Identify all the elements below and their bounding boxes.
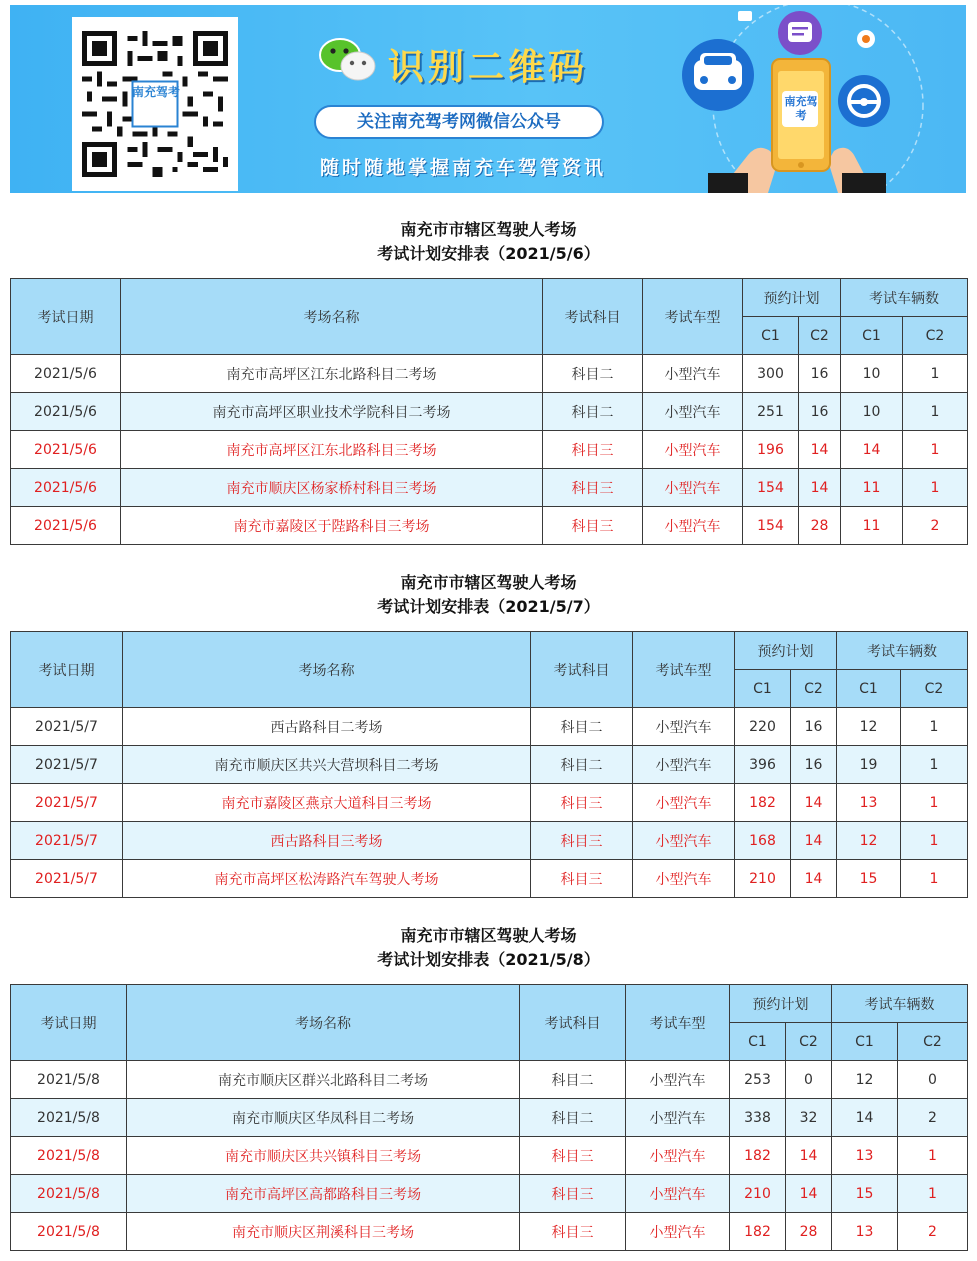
cell-cars-c2: 1 (903, 355, 968, 393)
table-row (11, 1213, 968, 1251)
header-plan-c2: C2 (799, 317, 841, 355)
cell-venue: 南充市高坪区江东北路科目二考场 (121, 355, 543, 393)
header-plan: 预约计划 (730, 985, 832, 1023)
cell-subject: 科目二 (543, 355, 643, 393)
cell-plan-c1: 396 (735, 746, 791, 784)
chat-icon (778, 11, 822, 55)
cell-vehicle: 小型汽车 (626, 1137, 730, 1175)
header-cars-c1: C1 (841, 317, 903, 355)
cell-venue: 南充市高坪区松涛路汽车驾驶人考场 (123, 860, 531, 898)
section-title: 南充市市辖区驾驶人考场 (400, 573, 577, 592)
cell-venue: 南充市高坪区高都路科目三考场 (127, 1175, 520, 1213)
cell-cars-c2: 1 (898, 1137, 968, 1175)
cell-cars-c1: 11 (841, 507, 903, 545)
schedule-table (10, 631, 968, 898)
header-cars-c1: C1 (832, 1023, 898, 1061)
cell-date: 2021/5/7 (11, 708, 123, 746)
cell-cars-c1: 15 (832, 1175, 898, 1213)
cell-cars-c2: 1 (901, 860, 968, 898)
slogan-sub: 随时随地掌握南充车驾管资讯 (319, 157, 606, 179)
header-subject: 考试科目 (520, 985, 626, 1061)
cell-vehicle: 小型汽车 (633, 746, 735, 784)
cell-subject: 科目三 (543, 469, 643, 507)
header-venue: 考场名称 (123, 632, 531, 708)
cell-vehicle: 小型汽车 (626, 1061, 730, 1099)
cell-vehicle: 小型汽车 (633, 822, 735, 860)
cell-cars-c1: 10 (841, 393, 903, 431)
table-row (11, 1175, 968, 1213)
wechat-promo-banner[interactable] (10, 5, 966, 193)
cell-plan-c1: 182 (735, 784, 791, 822)
cell-venue: 南充市顺庆区共兴镇科目三考场 (127, 1137, 520, 1175)
cell-cars-c1: 13 (832, 1137, 898, 1175)
cell-vehicle: 小型汽车 (643, 469, 743, 507)
cell-cars-c2: 1 (901, 822, 968, 860)
header-date: 考试日期 (11, 985, 127, 1061)
cell-cars-c1: 19 (837, 746, 901, 784)
cell-cars-c1: 14 (832, 1099, 898, 1137)
header-cars: 考试车辆数 (841, 279, 968, 317)
cell-subject: 科目三 (520, 1175, 626, 1213)
cell-venue: 南充市嘉陵区于陛路科目三考场 (121, 507, 543, 545)
cell-venue: 南充市顺庆区群兴北路科目二考场 (127, 1061, 520, 1099)
cell-vehicle: 小型汽车 (643, 355, 743, 393)
cell-cars-c2: 1 (903, 393, 968, 431)
cell-cars-c1: 14 (841, 431, 903, 469)
table-row (11, 507, 968, 545)
header-vehicle: 考试车型 (633, 632, 735, 708)
header-vehicle: 考试车型 (643, 279, 743, 355)
header-date: 考试日期 (11, 632, 123, 708)
table-row (11, 1061, 968, 1099)
cell-plan-c2: 16 (791, 708, 837, 746)
phone-illustration (678, 5, 966, 193)
cell-cars-c2: 1 (901, 746, 968, 784)
cell-plan-c2: 14 (786, 1175, 832, 1213)
cell-plan-c1: 182 (730, 1213, 786, 1251)
cell-plan-c2: 28 (799, 507, 841, 545)
cell-subject: 科目三 (520, 1137, 626, 1175)
cell-venue: 西古路科目三考场 (123, 822, 531, 860)
cell-plan-c2: 16 (799, 355, 841, 393)
header-vehicle: 考试车型 (626, 985, 730, 1061)
cell-cars-c1: 13 (832, 1213, 898, 1251)
cell-plan-c2: 14 (791, 784, 837, 822)
cell-cars-c2: 1 (903, 431, 968, 469)
cell-subject: 科目三 (531, 822, 633, 860)
cell-plan-c1: 168 (735, 822, 791, 860)
header-venue: 考场名称 (127, 985, 520, 1061)
cell-cars-c2: 1 (901, 784, 968, 822)
cell-subject: 科目二 (520, 1099, 626, 1137)
section-subtitle: 考试计划安排表（2021/5/8） (377, 950, 600, 969)
cell-cars-c1: 12 (837, 708, 901, 746)
table-row (11, 469, 968, 507)
header-cars-c2: C2 (901, 670, 968, 708)
cell-cars-c1: 13 (837, 784, 901, 822)
cell-subject: 科目三 (520, 1213, 626, 1251)
header-date: 考试日期 (11, 279, 121, 355)
slogan-main: 识别二维码 (388, 47, 589, 88)
header-plan-c1: C1 (743, 317, 799, 355)
cell-date: 2021/5/8 (11, 1099, 127, 1137)
header-plan-c2: C2 (786, 1023, 832, 1061)
cell-plan-c1: 300 (743, 355, 799, 393)
cell-cars-c2: 2 (898, 1099, 968, 1137)
cell-plan-c1: 210 (730, 1175, 786, 1213)
header-plan-c2: C2 (791, 670, 837, 708)
section-title: 南充市市辖区驾驶人考场 (400, 926, 577, 945)
cell-vehicle: 小型汽车 (626, 1099, 730, 1137)
cell-plan-c1: 251 (743, 393, 799, 431)
car-icon (682, 39, 754, 111)
cell-plan-c2: 14 (791, 860, 837, 898)
section-title: 南充市市辖区驾驶人考场 (400, 220, 577, 239)
cell-venue: 南充市高坪区职业技术学院科目二考场 (121, 393, 543, 431)
cell-plan-c1: 154 (743, 469, 799, 507)
cell-plan-c1: 210 (735, 860, 791, 898)
cell-vehicle: 小型汽车 (626, 1175, 730, 1213)
cell-plan-c1: 338 (730, 1099, 786, 1137)
cell-plan-c1: 182 (730, 1137, 786, 1175)
cell-venue: 南充市顺庆区荆溪科目三考场 (127, 1213, 520, 1251)
phone-logo: 南充驾考 (784, 95, 818, 122)
wechat-icon (318, 35, 378, 85)
cell-date: 2021/5/6 (11, 355, 121, 393)
header-cars-c2: C2 (898, 1023, 968, 1061)
cell-plan-c2: 16 (799, 393, 841, 431)
header-cars: 考试车辆数 (837, 632, 968, 670)
table-row (11, 393, 968, 431)
header-venue: 考场名称 (121, 279, 543, 355)
cell-venue: 南充市顺庆区杨家桥村科目三考场 (121, 469, 543, 507)
cell-date: 2021/5/6 (11, 469, 121, 507)
cell-venue: 南充市顺庆区共兴大营坝科目二考场 (123, 746, 531, 784)
cell-cars-c2: 1 (901, 708, 968, 746)
table-row (11, 431, 968, 469)
steering-wheel-icon (838, 75, 890, 127)
cell-subject: 科目三 (531, 784, 633, 822)
schedule-table (10, 278, 968, 545)
cell-plan-c2: 14 (786, 1137, 832, 1175)
qr-code[interactable] (72, 17, 238, 191)
cell-plan-c2: 16 (791, 746, 837, 784)
table-row (11, 822, 968, 860)
header-plan-c1: C1 (730, 1023, 786, 1061)
cell-vehicle: 小型汽车 (643, 431, 743, 469)
header-plan-c1: C1 (735, 670, 791, 708)
cell-cars-c2: 2 (903, 507, 968, 545)
cell-vehicle: 小型汽车 (633, 860, 735, 898)
cell-cars-c1: 11 (841, 469, 903, 507)
cell-cars-c2: 1 (903, 469, 968, 507)
cell-date: 2021/5/6 (11, 507, 121, 545)
cell-subject: 科目二 (531, 746, 633, 784)
cell-date: 2021/5/8 (11, 1061, 127, 1099)
cell-subject: 科目三 (531, 860, 633, 898)
cell-date: 2021/5/7 (11, 822, 123, 860)
cell-date: 2021/5/7 (11, 746, 123, 784)
cell-plan-c2: 14 (799, 431, 841, 469)
cell-vehicle: 小型汽车 (643, 393, 743, 431)
cell-venue: 西古路科目二考场 (123, 708, 531, 746)
table-row (11, 708, 968, 746)
cell-cars-c1: 12 (832, 1061, 898, 1099)
header-cars-c1: C1 (837, 670, 901, 708)
cell-plan-c2: 0 (786, 1061, 832, 1099)
cell-date: 2021/5/6 (11, 431, 121, 469)
header-subject: 考试科目 (531, 632, 633, 708)
header-cars-c2: C2 (903, 317, 968, 355)
card-icon (738, 11, 752, 21)
table-row (11, 1099, 968, 1137)
cell-plan-c1: 154 (743, 507, 799, 545)
cell-plan-c1: 220 (735, 708, 791, 746)
schedule-table (10, 984, 968, 1251)
cell-plan-c2: 32 (786, 1099, 832, 1137)
cell-cars-c1: 10 (841, 355, 903, 393)
cell-subject: 科目二 (520, 1061, 626, 1099)
section-subtitle: 考试计划安排表（2021/5/7） (377, 597, 600, 616)
schedule-section-3 (10, 924, 967, 1251)
cell-venue: 南充市高坪区江东北路科目三考场 (121, 431, 543, 469)
section-subtitle: 考试计划安排表（2021/5/6） (377, 244, 600, 263)
cell-plan-c2: 14 (791, 822, 837, 860)
cell-date: 2021/5/6 (11, 393, 121, 431)
cell-date: 2021/5/7 (11, 860, 123, 898)
cell-cars-c1: 12 (837, 822, 901, 860)
cell-vehicle: 小型汽车 (633, 708, 735, 746)
header-plan: 预约计划 (735, 632, 837, 670)
header-subject: 考试科目 (543, 279, 643, 355)
cell-cars-c2: 2 (898, 1213, 968, 1251)
cell-date: 2021/5/7 (11, 784, 123, 822)
eye-icon (857, 30, 875, 48)
table-row (11, 746, 968, 784)
schedule-section-2 (10, 571, 967, 898)
cell-cars-c2: 1 (898, 1175, 968, 1213)
header-cars: 考试车辆数 (832, 985, 968, 1023)
cell-subject: 科目二 (531, 708, 633, 746)
cell-vehicle: 小型汽车 (633, 784, 735, 822)
cell-plan-c2: 28 (786, 1213, 832, 1251)
header-plan: 预约计划 (743, 279, 841, 317)
cell-date: 2021/5/8 (11, 1213, 127, 1251)
cell-date: 2021/5/8 (11, 1137, 127, 1175)
cell-subject: 科目三 (543, 431, 643, 469)
cell-vehicle: 小型汽车 (643, 507, 743, 545)
cell-subject: 科目二 (543, 393, 643, 431)
cell-vehicle: 小型汽车 (626, 1213, 730, 1251)
cell-plan-c1: 196 (743, 431, 799, 469)
cell-date: 2021/5/8 (11, 1175, 127, 1213)
table-row (11, 784, 968, 822)
schedule-section-1 (10, 218, 967, 545)
table-row (11, 1137, 968, 1175)
table-row (11, 860, 968, 898)
table-row (11, 355, 968, 393)
cell-cars-c1: 15 (837, 860, 901, 898)
cell-venue: 南充市顺庆区华凤科目二考场 (127, 1099, 520, 1137)
cell-venue: 南充市嘉陵区燕京大道科目三考场 (123, 784, 531, 822)
cell-subject: 科目三 (543, 507, 643, 545)
slogan-pill: 关注南充驾考网微信公众号 (314, 105, 604, 139)
cell-plan-c2: 14 (799, 469, 841, 507)
qr-center-logo: 南充驾考 (131, 85, 180, 99)
cell-cars-c2: 0 (898, 1061, 968, 1099)
cell-plan-c1: 253 (730, 1061, 786, 1099)
